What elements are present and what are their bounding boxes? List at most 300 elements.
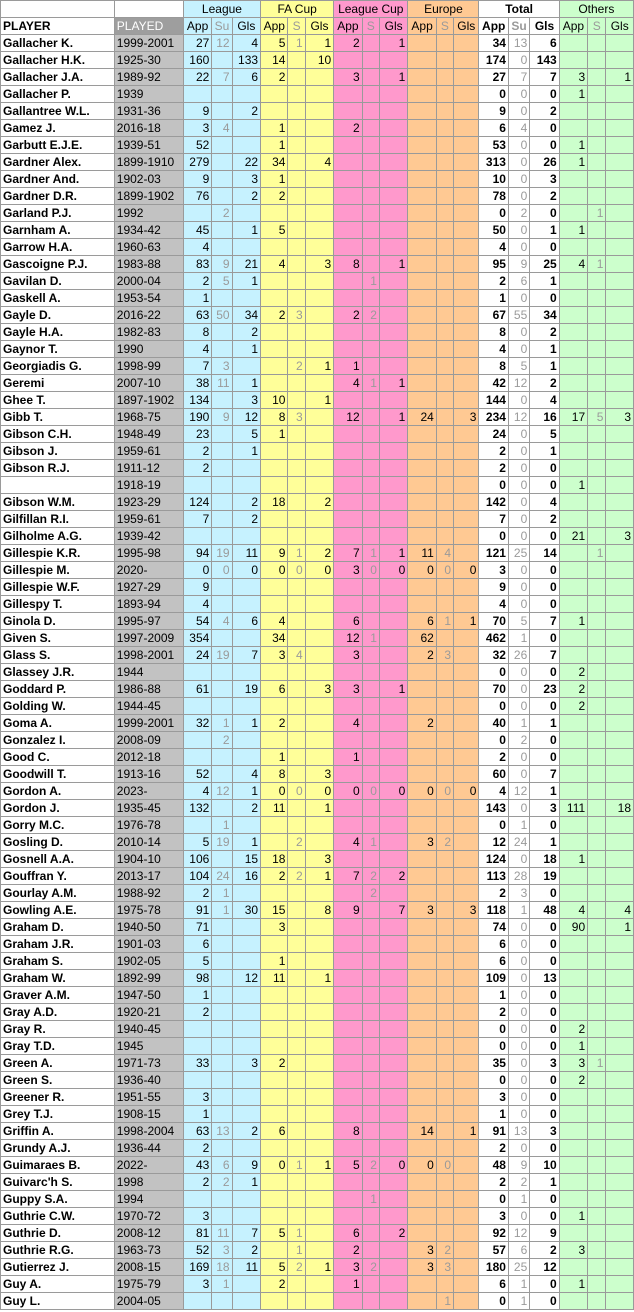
league-app-cell: 81 — [183, 1225, 211, 1242]
league-cup-gls-cell — [379, 953, 407, 970]
league-gls-cell — [232, 528, 260, 545]
total-sub-cell: 0 — [508, 987, 529, 1004]
fa-cup-app-cell — [261, 1191, 288, 1208]
player-name-cell: Gamez J. — [1, 120, 115, 137]
total-gls-cell: 0 — [530, 579, 559, 596]
league-cup-sub-cell — [362, 1021, 379, 1038]
others-app-cell — [559, 715, 587, 732]
total-sub-cell: 0 — [508, 86, 529, 103]
europe-sub-cell: 2 — [436, 834, 453, 851]
europe-gls-cell — [454, 868, 479, 885]
total-app-cell: 91 — [479, 1123, 508, 1140]
league-sub-cell — [212, 1021, 232, 1038]
europe-gls-cell — [454, 919, 479, 936]
europe-gls-cell — [454, 970, 479, 987]
league-cup-gls-cell — [379, 511, 407, 528]
table-row — [1, 647, 634, 664]
table-row — [1, 817, 634, 834]
league-cup-gls-cell — [379, 222, 407, 239]
others-gls-cell — [606, 290, 634, 307]
player-header-spacer — [1, 1, 115, 18]
europe-app-cell — [408, 171, 436, 188]
fa-cup-sub-cell — [288, 1191, 305, 1208]
player-name-cell: Gray R. — [1, 1021, 115, 1038]
total-gls-cell: 2 — [530, 188, 559, 205]
europe-gls-cell — [454, 137, 479, 154]
league-cup-app-cell — [334, 851, 362, 868]
league-gls-cell: 7 — [232, 1225, 260, 1242]
league-sub-cell — [212, 154, 232, 171]
total-gls-cell: 0 — [530, 1140, 559, 1157]
total-sub-cell: 0 — [508, 239, 529, 256]
others-app-cell — [559, 885, 587, 902]
player-name-cell: Green S. — [1, 1072, 115, 1089]
europe-sub-cell — [436, 851, 453, 868]
fa-cup-app-cell: 1 — [261, 171, 288, 188]
fa-cup-app-cell — [261, 511, 288, 528]
total-app-cell: 3 — [479, 1089, 508, 1106]
table-row — [1, 919, 634, 936]
europe-sub-cell — [436, 171, 453, 188]
league-sub-cell: 1 — [212, 885, 232, 902]
fa-cup-app-cell: 4 — [261, 256, 288, 273]
europe-sub-cell — [436, 987, 453, 1004]
league-gls-cell — [232, 936, 260, 953]
league-gls-cell: 1 — [232, 273, 260, 290]
others-gls-cell — [606, 375, 634, 392]
league-gls-cell: 2 — [232, 1242, 260, 1259]
player-name-cell: Glassey J.R. — [1, 664, 115, 681]
total-gls-cell: 0 — [530, 477, 559, 494]
league-sub-cell — [212, 766, 232, 783]
others-sub-cell — [588, 664, 606, 681]
total-sub-cell: 1 — [508, 1276, 529, 1293]
played-years-cell: 1975-78 — [114, 902, 183, 919]
player-name-cell: Graham J.R. — [1, 936, 115, 953]
player-name-cell: Gordon J. — [1, 800, 115, 817]
total-gls-cell: 1 — [530, 715, 559, 732]
others-sub-cell — [588, 936, 606, 953]
league-app-cell: 4 — [183, 783, 211, 800]
league-cup-gls-cell — [379, 817, 407, 834]
league-sub-cell — [212, 341, 232, 358]
fa-cup-gls-cell — [305, 324, 333, 341]
europe-sub-cell — [436, 1208, 453, 1225]
total-app-cell: 57 — [479, 1242, 508, 1259]
total-sub-cell: 3 — [508, 885, 529, 902]
league-sub-cell — [212, 1191, 232, 1208]
others-sub-cell — [588, 239, 606, 256]
fa-cup-app-cell: 8 — [261, 766, 288, 783]
league-sub-cell: 2 — [212, 205, 232, 222]
league-gls-cell — [232, 1191, 260, 1208]
league-cup-sub-cell — [362, 715, 379, 732]
europe-gls-cell — [454, 426, 479, 443]
league-cup-gls-cell — [379, 732, 407, 749]
league-sub-cell — [212, 664, 232, 681]
league-gls-cell: 3 — [232, 1055, 260, 1072]
others-app-cell — [559, 273, 587, 290]
fa-cup-gls-cell — [305, 664, 333, 681]
league-cup-sub-cell — [362, 154, 379, 171]
total-app-cell: 3 — [479, 1208, 508, 1225]
league-sub-cell: 5 — [212, 273, 232, 290]
total-gls-cell: 2 — [530, 324, 559, 341]
total-app-cell: 174 — [479, 52, 508, 69]
league-app-cell: 4 — [183, 239, 211, 256]
europe-gls-cell — [454, 35, 479, 52]
table-row — [1, 715, 634, 732]
others-app-cell: 4 — [559, 902, 587, 919]
league-cup-app-cell — [334, 936, 362, 953]
europe-app-cell — [408, 511, 436, 528]
total-gls-cell: 0 — [530, 137, 559, 154]
league-cup-sub-cell: 1 — [362, 630, 379, 647]
played-years-cell: 1953-54 — [114, 290, 183, 307]
league-gls-cell — [232, 987, 260, 1004]
league-cup-app-cell — [334, 596, 362, 613]
league-app-cell: 2 — [183, 1140, 211, 1157]
fa-cup-sub-cell: 2 — [288, 834, 305, 851]
total-app-cell: 4 — [479, 596, 508, 613]
fa-cup-sub-cell — [288, 800, 305, 817]
league-gls-cell: 9 — [232, 1157, 260, 1174]
total-app-cell: 2 — [479, 1174, 508, 1191]
league-cup-app-cell — [334, 171, 362, 188]
fa-cup-gls-cell — [305, 1072, 333, 1089]
others-sub-cell — [588, 953, 606, 970]
others-gls-cell — [606, 783, 634, 800]
others-gls-cell — [606, 868, 634, 885]
table-row — [1, 69, 634, 86]
fa-cup-sub-cell — [288, 1004, 305, 1021]
europe-gls-cell — [454, 188, 479, 205]
europe-app-cell — [408, 494, 436, 511]
table-row — [1, 171, 634, 188]
league-gls-cell — [232, 137, 260, 154]
europe-app-cell: 24 — [408, 409, 436, 426]
league-cup-sub-cell — [362, 664, 379, 681]
league-gls-cell: 21 — [232, 256, 260, 273]
league-cup-app-cell — [334, 1293, 362, 1310]
table-row — [1, 1021, 634, 1038]
league-cup-sub-cell — [362, 137, 379, 154]
total-sub-cell: 0 — [508, 664, 529, 681]
others-gls-cell — [606, 511, 634, 528]
others-sub-cell — [588, 443, 606, 460]
table-row — [1, 1004, 634, 1021]
league-app-cell: 0 — [183, 562, 211, 579]
played-years-cell: 1935-45 — [114, 800, 183, 817]
others-sub-cell — [588, 290, 606, 307]
fa-cup-app-cell: 34 — [261, 630, 288, 647]
europe-app-cell — [408, 375, 436, 392]
europe-sub-cell — [436, 137, 453, 154]
others-sub-cell — [588, 630, 606, 647]
others-gls-cell — [606, 987, 634, 1004]
league-cup-sub-cell — [362, 324, 379, 341]
europe-sub-cell — [436, 35, 453, 52]
table-row — [1, 834, 634, 851]
played-years-cell: 1920-21 — [114, 1004, 183, 1021]
europe-sub-cell — [436, 205, 453, 222]
player-name-cell: Graham D. — [1, 919, 115, 936]
played-years-cell: 1939-42 — [114, 528, 183, 545]
league-gls-cell: 2 — [232, 1123, 260, 1140]
europe-sub-cell — [436, 1191, 453, 1208]
league-cup-gls-cell: 1 — [379, 681, 407, 698]
player-name-cell: Gouffran Y. — [1, 868, 115, 885]
europe-app-cell — [408, 120, 436, 137]
played-years-cell: 2008-15 — [114, 1259, 183, 1276]
table-row — [1, 1174, 634, 1191]
total-sub-cell: 0 — [508, 460, 529, 477]
total-app-cell: 144 — [479, 392, 508, 409]
total-app-cell: 0 — [479, 817, 508, 834]
total-sub-cell: 1 — [508, 630, 529, 647]
europe-sub-cell — [436, 1276, 453, 1293]
league-app-cell: 2 — [183, 443, 211, 460]
league-cup-sub-cell — [362, 52, 379, 69]
others-sub-cell — [588, 1072, 606, 1089]
others-gls-cell: 1 — [606, 69, 634, 86]
league-cup-sub-cell — [362, 647, 379, 664]
others-sub-cell — [588, 1259, 606, 1276]
player-name-cell: Goddard P. — [1, 681, 115, 698]
table-row — [1, 290, 634, 307]
league-cup-app-cell — [334, 443, 362, 460]
others-app-cell: 2 — [559, 664, 587, 681]
league-app-cell — [183, 477, 211, 494]
league-sub-cell — [212, 171, 232, 188]
total-app-cell: 0 — [479, 528, 508, 545]
fa-cup-gls-cell — [305, 1038, 333, 1055]
fa-cup-sub-cell — [288, 1021, 305, 1038]
total-app-cell: 2 — [479, 1140, 508, 1157]
others-sub-cell — [588, 307, 606, 324]
league-gls-cell — [232, 596, 260, 613]
table-row — [1, 1072, 634, 1089]
europe-gls-cell — [454, 375, 479, 392]
others-app-cell — [559, 817, 587, 834]
others-sub-cell — [588, 766, 606, 783]
others-gls-cell — [606, 579, 634, 596]
europe-app-cell — [408, 732, 436, 749]
fa-cup-gls-cell — [305, 596, 333, 613]
league-app-cell: 9 — [183, 579, 211, 596]
league-cup-gls-cell — [379, 1004, 407, 1021]
league-cup-sub-cell — [362, 1004, 379, 1021]
others-app-cell — [559, 324, 587, 341]
player-name-cell: Guy A. — [1, 1276, 115, 1293]
others-app-cell — [559, 239, 587, 256]
europe-app-cell — [408, 1191, 436, 1208]
fa-cup-sub-cell: 1 — [288, 1242, 305, 1259]
played-years-cell: 1951-55 — [114, 1089, 183, 1106]
table-row — [1, 1191, 634, 1208]
league-app-cell: 22 — [183, 69, 211, 86]
league-app-cell: 94 — [183, 545, 211, 562]
others-gls-cell: 4 — [606, 902, 634, 919]
league-gls-cell: 1 — [232, 834, 260, 851]
others-sub-cell — [588, 341, 606, 358]
league-cup-app-cell: 2 — [334, 35, 362, 52]
league-cup-app-cell — [334, 579, 362, 596]
league-sub-cell: 2 — [212, 1174, 232, 1191]
league-cup-app-cell: 3 — [334, 69, 362, 86]
fa-cup-sub-cell — [288, 749, 305, 766]
fa-cup-sub-cell — [288, 273, 305, 290]
europe-app-cell: 62 — [408, 630, 436, 647]
played-years-cell: 1901-03 — [114, 936, 183, 953]
league-cup-app-cell — [334, 273, 362, 290]
league-cup-gls-cell — [379, 1055, 407, 1072]
fa-cup-gls-cell — [305, 936, 333, 953]
others-sub-cell — [588, 137, 606, 154]
total-gls-cell: 26 — [530, 154, 559, 171]
fa-cup-sub-cell — [288, 188, 305, 205]
league-sub-cell: 11 — [212, 1225, 232, 1242]
total-gls-cell: 1 — [530, 273, 559, 290]
fa-cup-app-cell — [261, 239, 288, 256]
others-sub-cell — [588, 1225, 606, 1242]
fa-cup-app-cell: 1 — [261, 953, 288, 970]
player-name-cell: Gibson C.H. — [1, 426, 115, 443]
fa-cup-gls-cell — [305, 239, 333, 256]
player-name-cell: Gallacher H.K. — [1, 52, 115, 69]
player-name-cell: Graham S. — [1, 953, 115, 970]
total-gls-cell: 0 — [530, 205, 559, 222]
league-cup-app-cell — [334, 817, 362, 834]
league-cup-gls-cell: 2 — [379, 868, 407, 885]
others-app-cell — [559, 936, 587, 953]
played-years-cell: 2013-17 — [114, 868, 183, 885]
europe-app-cell: 0 — [408, 1157, 436, 1174]
others-app-cell — [559, 1140, 587, 1157]
table-row — [1, 358, 634, 375]
others-app-cell — [559, 290, 587, 307]
others-sub-cell: 1 — [588, 205, 606, 222]
league-gls-cell: 1 — [232, 443, 260, 460]
fa-cup-sub-cell — [288, 970, 305, 987]
table-row — [1, 1106, 634, 1123]
fa-cup-sub-cell — [288, 443, 305, 460]
player-name-cell: Graver A.M. — [1, 987, 115, 1004]
played-years-cell: 1923-29 — [114, 494, 183, 511]
league-sub-cell: 3 — [212, 1242, 232, 1259]
league-app-cell: 190 — [183, 409, 211, 426]
europe-gls-cell — [454, 1072, 479, 1089]
table-row — [1, 103, 634, 120]
others-app-cell — [559, 868, 587, 885]
europe-app-cell — [408, 290, 436, 307]
table-row — [1, 1089, 634, 1106]
league-cup-app-cell — [334, 1038, 362, 1055]
others-sub-cell — [588, 1191, 606, 1208]
others-sub-cell — [588, 511, 606, 528]
europe-sub-cell — [436, 443, 453, 460]
europe-gls-cell — [454, 817, 479, 834]
league-cup-app-cell: 3 — [334, 562, 362, 579]
league-group-header: League — [183, 1, 260, 18]
league-cup-app-cell — [334, 290, 362, 307]
league-cup-sub-cell: 2 — [362, 1157, 379, 1174]
fa-cup-app-cell — [261, 987, 288, 1004]
total-app-cell: 118 — [479, 902, 508, 919]
europe-app-cell — [408, 1140, 436, 1157]
league-app-cell: 63 — [183, 1123, 211, 1140]
league-sub-cell: 1 — [212, 902, 232, 919]
fa-cup-sub-cell — [288, 919, 305, 936]
fa-cup-app-cell — [261, 1293, 288, 1310]
others-sub-cell — [588, 647, 606, 664]
europe-gls-cell: 1 — [454, 1123, 479, 1140]
europe-gls-cell — [454, 851, 479, 868]
europe-gls-cell — [454, 1055, 479, 1072]
league-cup-gls-cell — [379, 1208, 407, 1225]
fa-cup-app-cell: 2 — [261, 1276, 288, 1293]
league-gls-cell — [232, 732, 260, 749]
others-app-cell — [559, 443, 587, 460]
total-app-cell: 0 — [479, 205, 508, 222]
total-app-cell: 0 — [479, 1293, 508, 1310]
fa-cup-gls-cell — [305, 443, 333, 460]
others-sub-cell — [588, 1293, 606, 1310]
others-sub-cell — [588, 1208, 606, 1225]
played-years-cell: 1995-98 — [114, 545, 183, 562]
europe-sub-cell — [436, 324, 453, 341]
league-cup-gls-cell — [379, 919, 407, 936]
table-row — [1, 1140, 634, 1157]
league-sub-cell: 12 — [212, 783, 232, 800]
played-years-cell: 2000-04 — [114, 273, 183, 290]
league-cup-gls-cell — [379, 579, 407, 596]
others-gls-cell — [606, 1225, 634, 1242]
fa-cup-app-cell — [261, 375, 288, 392]
league-app-cell: 3 — [183, 1276, 211, 1293]
fa-cup-sub-cell — [288, 1072, 305, 1089]
league-cup-gls-cell: 0 — [379, 1157, 407, 1174]
table-row — [1, 970, 634, 987]
others-app-cell — [559, 766, 587, 783]
others-app-cell — [559, 1174, 587, 1191]
fa-cup-sub-cell — [288, 936, 305, 953]
others-sub-cell — [588, 477, 606, 494]
league-gls-cell: 3 — [232, 392, 260, 409]
fa-cup-sub-cell: 3 — [288, 409, 305, 426]
total-sub-cell: 12 — [508, 409, 529, 426]
league-cup-app-cell — [334, 528, 362, 545]
others-app-cell — [559, 1225, 587, 1242]
league-cup-gls-cell — [379, 987, 407, 1004]
league-app-cell: 3 — [183, 1089, 211, 1106]
league-sub-cell — [212, 1072, 232, 1089]
played-years-cell: 1971-73 — [114, 1055, 183, 1072]
europe-gls-cell — [454, 885, 479, 902]
europe-gls-cell — [454, 528, 479, 545]
total-sub-cell: 13 — [508, 35, 529, 52]
total-gls-cell: 48 — [530, 902, 559, 919]
league-sub-cell — [212, 511, 232, 528]
league-cup-sub-cell — [362, 1123, 379, 1140]
others-gls-cell — [606, 936, 634, 953]
europe-sub-cell — [436, 477, 453, 494]
total-sub-cell: 0 — [508, 1038, 529, 1055]
fa-cup-app-cell: 4 — [261, 613, 288, 630]
fa-cup-sub-cell — [288, 613, 305, 630]
fa-cup-gls-cell — [305, 1276, 333, 1293]
league-app-cell: 5 — [183, 834, 211, 851]
